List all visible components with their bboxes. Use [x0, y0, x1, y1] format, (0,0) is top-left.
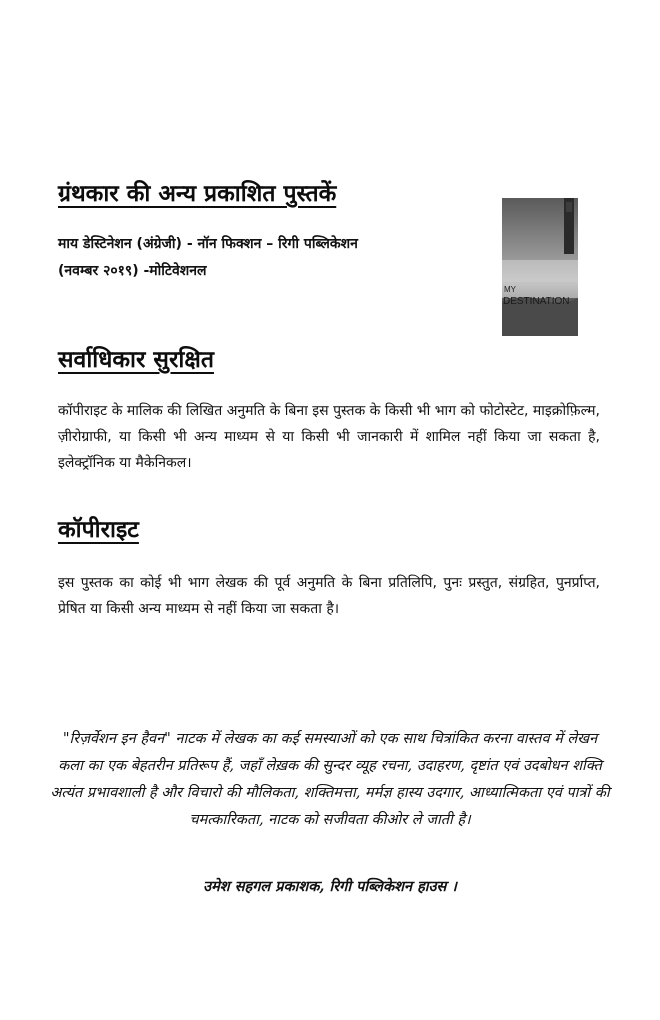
cover-title-line-2: DESTINATION: [503, 296, 570, 307]
review-quote: "रिज़र्वेशन इन हैवन" नाटक में लेखक का कई समस्याओं को एक साथ चित्रांकित करना वास्तव में लेखन कला का एक बेहतरीन प्रतिरूप हैं, जहाँ लेख़क की सुन्दर व्यूह रचना, उदाहरण, दृष्टांत एवं उदबोधन शक्ति अत्यंत प्रभावशाली है और विचारो की मौलिकता, शक्तिमत्ता, मर्मज्ञ हास्य उदगार, आध्यात्मिकता एवं पात्रों की चमत्कारिकता, नाटक को सजीवता कीओर ले जाती है।: [50, 731, 610, 828]
all-rights-reserved-text: कॉपीराइट के मालिक की लिखित अनुमति के बिना इस पुस्तक के किसी भी भाग को फोटोस्टेट, माइक्रोफ़िल्म, ज़ीरोग्राफी, या किसी भी अन्य माध्यम से या किसी भी जानकारी में शामिल नहीं किया जा सकता है, इलेक्ट्रॉनिक या मैकेनिकल।: [58, 403, 600, 471]
other-books-heading: ग्रंथकार की अन्य प्रकाशित पुस्तकें: [58, 180, 337, 207]
book-info-line-1: माय डेस्टिनेशन (अंग्रेजी) - नॉन फिक्शन – रिगी पब्लिकेशन: [58, 236, 358, 252]
book-cover-image: [502, 198, 578, 336]
copyright-text: इस पुस्तक का कोई भी भाग लेखक की पूर्व अनुमति के बिना प्रतिलिपि, पुनः प्रस्तुत, संग्रहित, पुनर्प्राप्त, प्रेषित या किसी अन्य माध्यम से नहीं किया जा सकता है।: [58, 575, 600, 617]
all-rights-reserved-heading: सर्वाधिकार सुरक्षित: [58, 346, 214, 373]
review-attribution: उमेश सहगल प्रकाशक, रिगी पब्लिकेशन हाउस ।: [203, 878, 457, 895]
book-info-line-2: (नवम्बर २०१९) -मोटिवेशनल: [58, 263, 207, 279]
copyright-heading: कॉपीराइट: [58, 516, 139, 543]
cover-title-line-1: MY: [504, 285, 516, 294]
